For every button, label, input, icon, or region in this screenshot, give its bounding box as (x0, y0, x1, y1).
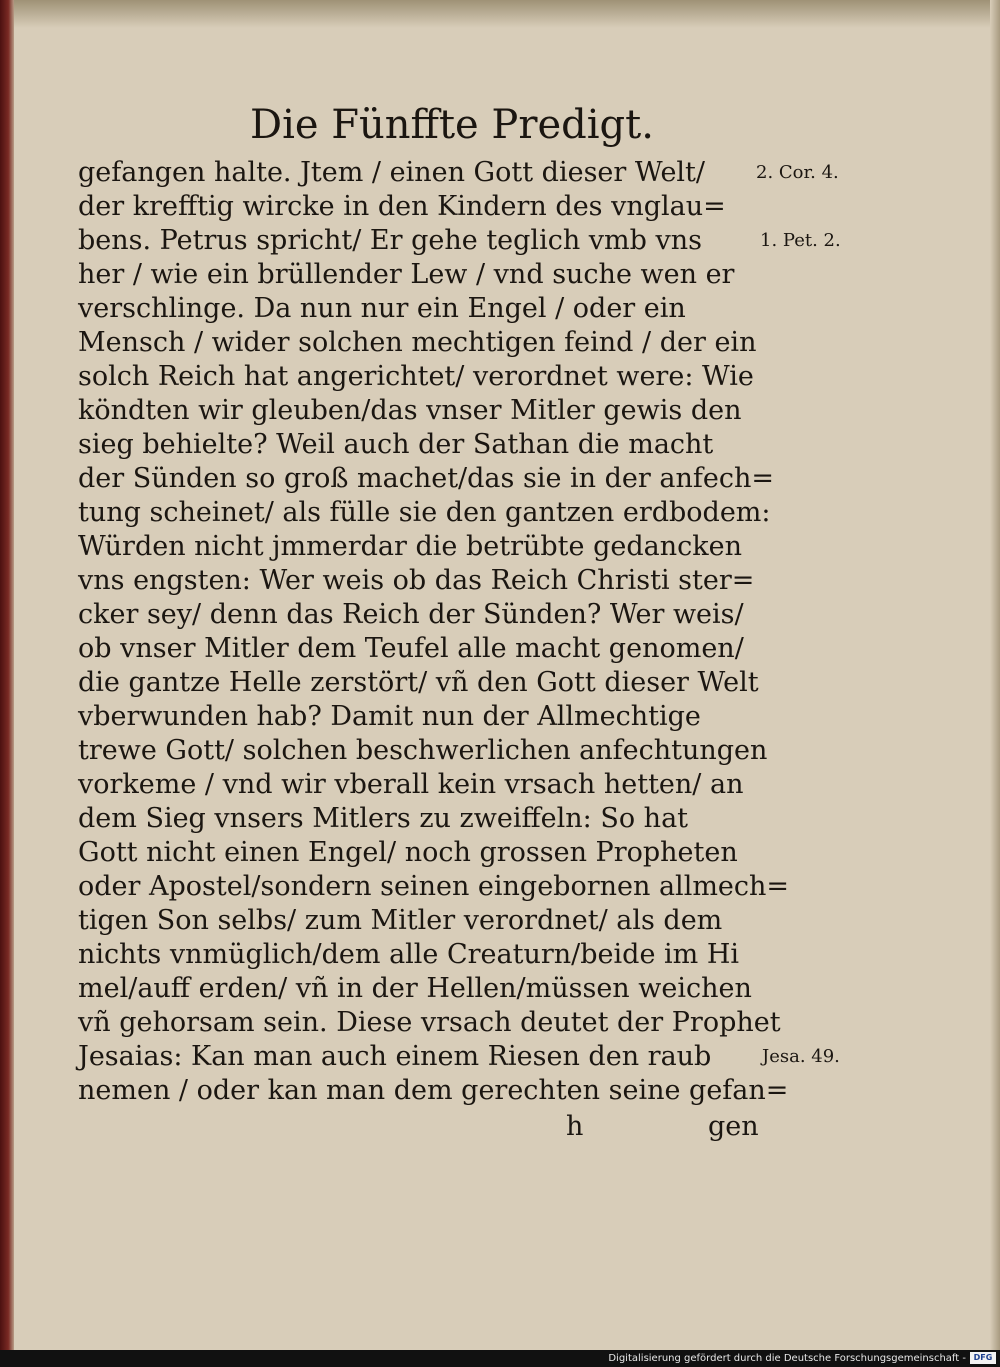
footer-bar (0, 1350, 1000, 1367)
signature-mark: h (566, 1111, 584, 1142)
text-line: cker sey/ denn das Reich der Sünden? Wer weis/ (78, 599, 744, 630)
text-line: bens. Petrus spricht/ Er gehe teglich vmb vns (78, 225, 703, 256)
text-line: her / wie ein brüllender Lew / vnd suche wen er (78, 259, 735, 290)
text-line: vorkeme / vnd wir vberall kein vrsach hetten/ an (78, 769, 744, 800)
catchword: gen (708, 1111, 759, 1142)
margin-note: 2. Cor. 4. (756, 162, 839, 183)
text-line: tigen Son selbs/ zum Mitler verordnet/ als dem (78, 905, 723, 936)
text-line: Würden nicht jmmerdar die betrübte gedancken (78, 531, 742, 562)
text-line: verschlinge. Da nun nur ein Engel / oder ein (78, 293, 686, 324)
text-line: vns engsten: Wer weis ob das Reich Christi ster= (78, 565, 755, 596)
text-line: trewe Gott/ solchen beschwerlichen anfechtungen (78, 735, 768, 766)
text-line: gefangen halte. Jtem / einen Gott dieser Welt/ (78, 157, 705, 188)
margin-note: 1. Pet. 2. (760, 230, 841, 251)
margin-note: Jesa. 49. (762, 1046, 840, 1067)
text-line: der krefftig wircke in den Kindern des vnglau= (78, 191, 726, 222)
funding-credit: Digitalisierung gefördert durch die Deutsche Forschungsgemeinschaft - (608, 1353, 966, 1364)
text-line: nichts vnmüglich/dem alle Creaturn/beide im Hi (78, 939, 740, 970)
page-heading: Die Fünffte Predigt. (250, 102, 654, 148)
book-binding-edge (0, 0, 14, 1350)
text-line: Jesaias: Kan man auch einem Riesen den raub (78, 1041, 712, 1072)
text-line: der Sünden so groß machet/das sie in der anfech= (78, 463, 774, 494)
text-line: köndten wir gleuben/das vnser Mitler gewis den (78, 395, 742, 426)
text-line: oder Apostel/sondern seinen eingebornen allmech= (78, 871, 790, 902)
text-line: vberwunden hab? Damit nun der Allmechtige (78, 701, 701, 732)
text-line: Gott nicht einen Engel/ noch grossen Propheten (78, 837, 738, 868)
dfg-logo[interactable]: DFG (970, 1352, 996, 1364)
text-line: nemen / oder kan man dem gerechten seine gefan= (78, 1075, 789, 1106)
page-top-shadow (14, 0, 1000, 28)
text-line: dem Sieg vnsers Mitlers zu zweiffeln: So hat (78, 803, 689, 834)
text-line: tung scheinet/ als fülle sie den gantzen erdbodem: (78, 497, 771, 528)
page-right-shadow (990, 0, 1000, 1350)
text-line: solch Reich hat angerichtet/ verordnet were: Wie (78, 361, 754, 392)
text-line: die gantze Helle zerstört/ vñ den Gott dieser Welt (78, 667, 759, 698)
text-line: mel/auff erden/ vñ in der Hellen/müssen weichen (78, 973, 752, 1004)
text-line: vñ gehorsam sein. Diese vrsach deutet der Prophet (78, 1007, 781, 1038)
text-line: ob vnser Mitler dem Teufel alle macht genomen/ (78, 633, 744, 664)
text-line: Mensch / wider solchen mechtigen feind / der ein (78, 327, 757, 358)
text-line: sieg behielte? Weil auch der Sathan die macht (78, 429, 714, 460)
